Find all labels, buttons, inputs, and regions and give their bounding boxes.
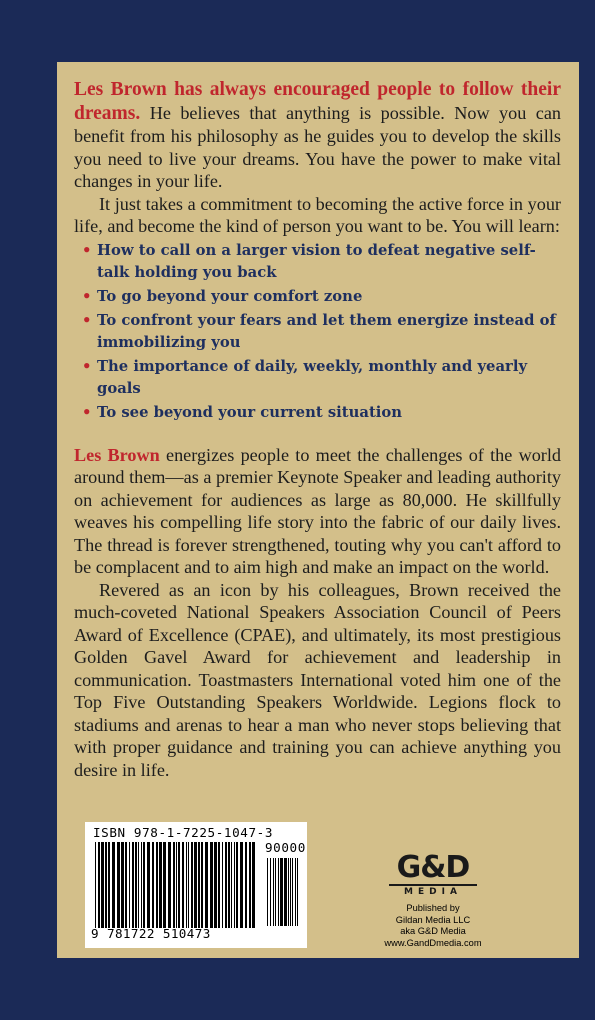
barcode-bar xyxy=(275,858,276,926)
intro-highlight: Les Brown has always encouraged people to follow their dreams. xyxy=(74,79,561,124)
barcode-bar xyxy=(245,842,247,928)
barcode-bar xyxy=(112,842,115,928)
bullet-icon: • xyxy=(82,311,92,329)
publisher-line: aka G&D Media xyxy=(400,926,466,936)
bio-rest: energizes people to meet the challenges of the world around them—as a premier Keynote Speaker and leading authority on achievement for audiences as large as 80,000. He skillfully weaves his compelling life story into the fabric of our daily lives. The thread is forever strengthened, touting why you can't afford to be complacent and to aim high and make an impact on the world. xyxy=(74,444,561,577)
barcode-bar xyxy=(228,842,230,928)
barcode-bar xyxy=(163,842,166,928)
publisher-block xyxy=(383,852,483,949)
barcode-bar xyxy=(186,842,187,928)
barcode-bar xyxy=(288,858,289,926)
barcode-bar xyxy=(222,842,223,928)
barcode-bar xyxy=(129,842,130,928)
barcode-bar xyxy=(252,842,255,928)
barcode-bar xyxy=(143,842,145,928)
barcode-bar xyxy=(138,842,139,928)
barcode-bar xyxy=(273,858,274,926)
barcode-bar xyxy=(125,842,127,928)
barcode-bar xyxy=(278,858,279,926)
publisher-logo: G&D xyxy=(396,850,470,885)
isbn-text: ISBN 978-1-7225-1047-3 xyxy=(93,825,274,840)
barcode-bar xyxy=(290,858,291,926)
barcode-bar xyxy=(205,842,208,928)
barcode-bar xyxy=(295,858,296,926)
barcode-bar xyxy=(108,842,110,928)
barcode-bar xyxy=(168,842,171,928)
list-item-text: To see beyond your current situation xyxy=(97,403,403,421)
publisher-logo-sub: MEDIA xyxy=(389,884,477,897)
barcode-bar xyxy=(231,842,232,928)
barcode-bar xyxy=(297,858,298,926)
bullet-icon: • xyxy=(82,241,92,259)
list-item-text: How to call on a larger vision to defeat negative self-talk holding you back xyxy=(97,241,536,281)
barcode-ean-number: 9 781722 510473 xyxy=(91,926,211,941)
barcode-bar xyxy=(234,842,235,928)
barcode-bar xyxy=(292,858,293,926)
barcode-bar xyxy=(225,842,227,928)
barcode-addon-bars xyxy=(267,858,301,926)
barcode-bar xyxy=(147,842,150,928)
barcode-bar xyxy=(194,842,197,928)
barcode-bar xyxy=(132,842,134,928)
list-item-text: To go beyond your comfort zone xyxy=(97,287,363,305)
list-item xyxy=(74,240,561,284)
barcode-bar xyxy=(236,842,238,928)
list-item xyxy=(74,356,561,400)
accolades-paragraph: Revered as an icon by his colleagues, Brown received the much-coveted National Speakers Association Council of Peers Award of Excellence (CPAE), and ultimately, its most prestigious Golden Gavel Award for achievement and leadership in communication. Toastmasters International voted him one of the Top Five Outstanding Speakers Worldwide. Legions flock to stadiums and arenas to hear a man who never stops believing that with proper guidance and training you can achieve anything you desire in life. xyxy=(74,579,561,780)
intro-rest: He believes that anything is possible. Now you can benefit from his philosophy as he guides you to develop the skills you need to live your dreams. You have the power to make vital changes in your life. xyxy=(74,102,561,191)
bio-name: Les Brown xyxy=(74,444,160,465)
barcode-bar xyxy=(173,842,175,928)
barcode-bar xyxy=(117,842,120,928)
barcode-bar xyxy=(95,842,96,928)
barcode-bar xyxy=(210,842,213,928)
barcode-bar xyxy=(182,842,184,928)
publisher-info xyxy=(383,903,483,949)
barcode-bar xyxy=(249,842,251,928)
bullet-icon: • xyxy=(82,403,92,421)
barcode-bars xyxy=(95,842,255,928)
barcode-addon-number: 90000 xyxy=(265,840,306,855)
list-item xyxy=(74,310,561,354)
barcode-bar xyxy=(214,842,217,928)
intro-paragraph xyxy=(74,78,561,193)
commitment-paragraph: It just takes a commitment to becoming the active force in your life, and become the kind of person you want to be. You will learn: xyxy=(74,193,561,236)
barcode-bar xyxy=(135,842,137,928)
publisher-line: www.GandDmedia.com xyxy=(384,937,482,948)
isbn-barcode xyxy=(85,822,307,948)
bullet-icon: • xyxy=(82,287,92,305)
barcode-bar xyxy=(280,858,283,926)
barcode-bar xyxy=(218,842,220,928)
barcode-bar xyxy=(198,842,200,928)
barcode-bar xyxy=(267,858,268,926)
learn-list xyxy=(74,240,561,424)
barcode-bar xyxy=(201,842,203,928)
barcode-bar xyxy=(176,842,177,928)
barcode-bar xyxy=(152,842,154,928)
bullet-icon: • xyxy=(82,357,92,375)
barcode-bar xyxy=(121,842,124,928)
barcode-bar xyxy=(178,842,180,928)
barcode-bar xyxy=(270,858,271,926)
publisher-line: Gildan Media LLC xyxy=(395,914,471,925)
barcode-bar xyxy=(141,842,142,928)
barcode-bar xyxy=(101,842,104,928)
list-item-text: To confront your fears and let them energize instead of immobilizing you xyxy=(97,311,556,351)
barcode-bar xyxy=(284,858,287,926)
barcode-bar xyxy=(159,842,162,928)
barcode-bar xyxy=(105,842,107,928)
list-item xyxy=(74,286,561,308)
list-item xyxy=(74,402,561,424)
publisher-line: Published by xyxy=(406,903,460,913)
barcode-bar xyxy=(188,842,189,928)
list-item-text: The importance of daily, weekly, monthly and yearly goals xyxy=(97,357,528,397)
barcode-bar xyxy=(98,842,100,928)
barcode-bar xyxy=(240,842,243,928)
text-panel xyxy=(57,62,579,958)
bio-paragraph xyxy=(74,444,561,579)
barcode-bar xyxy=(191,842,193,928)
barcode-bar xyxy=(156,842,158,928)
